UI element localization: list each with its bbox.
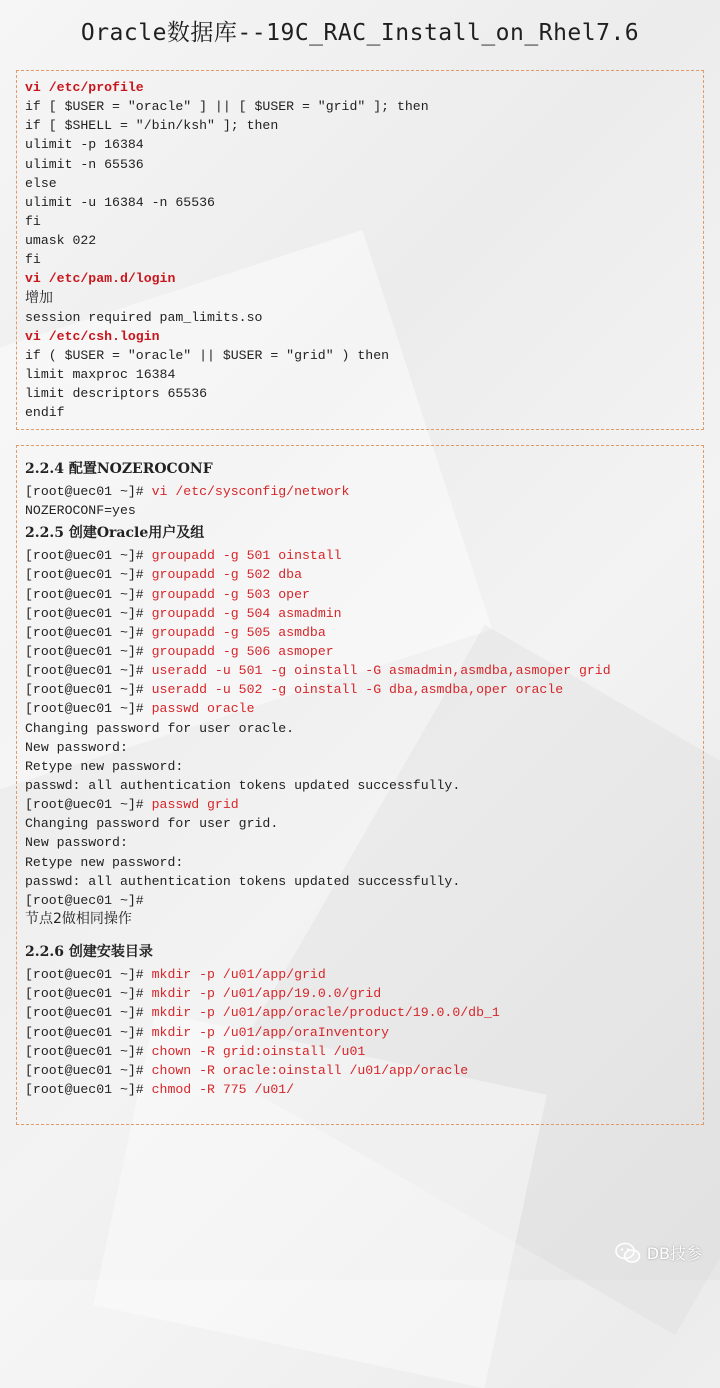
code-block-profile [16, 70, 704, 430]
code-line: 增加 [25, 289, 53, 306]
page-title: Oracle数据库--19C_RAC_Install_on_Rhel7.6 [80, 20, 640, 46]
code-line: limit descriptors 65536 [25, 386, 208, 402]
code-line: if [ $USER = "oracle" ] || [ $USER = "grid" ]; then [25, 99, 429, 115]
command-text: useradd -u 502 -g oinstall -G dba,asmdba,oper oracle [151, 682, 564, 698]
section-heading: 2.2.6 创建安装目录 [25, 944, 153, 961]
shell-prompt: [root@uec01 ~]# [25, 986, 152, 1002]
command-line [25, 642, 695, 661]
command-line [25, 680, 695, 699]
command-line [25, 604, 695, 623]
section-heading: 2.2.5 创建Oracle用户及组 [25, 525, 205, 542]
output-line: Changing password for user oracle. [25, 720, 295, 736]
command-text: chown -R grid:oinstall /u01 [151, 1043, 366, 1059]
shell-prompt: [root@uec01 ~]# [25, 567, 152, 583]
code-line: ulimit -n 65536 [25, 156, 144, 172]
command-text: useradd -u 501 -g oinstall -G asmadmin,asmdba,asmoper grid [151, 663, 611, 679]
shell-prompt: [root@uec01 ~]# [25, 586, 152, 602]
command-line [25, 699, 695, 718]
code-line: fi [25, 213, 41, 229]
shell-prompt: [root@uec01 ~]# [25, 548, 152, 564]
code-line: if [ $SHELL = "/bin/ksh" ]; then [25, 118, 279, 134]
command-line [25, 565, 695, 584]
file-heading: vi /etc/pam.d/login [25, 271, 176, 287]
shell-prompt: [root@uec01 ~]# [25, 682, 152, 698]
command-line [25, 482, 695, 501]
output-line: New password: [25, 739, 128, 755]
shell-prompt: [root@uec01 ~]# [25, 701, 152, 717]
code-block-setup [16, 445, 704, 1125]
output-line: NOZEROCONF=yes [25, 503, 136, 519]
code-line: ulimit -p 16384 [25, 137, 144, 153]
code-line: ulimit -u 16384 -n 65536 [25, 194, 215, 210]
command-text: chmod -R 775 /u01/ [151, 1081, 295, 1097]
shell-prompt: [root@uec01 ~]# [25, 605, 152, 621]
shell-prompt: [root@uec01 ~]# [25, 1062, 152, 1078]
command-line [25, 1061, 695, 1080]
command-line [25, 965, 695, 984]
watermark [615, 1241, 702, 1264]
watermark-label: DB技参 [646, 1244, 702, 1263]
command-line [25, 795, 695, 814]
code-line: if ( $USER = "oracle" || $USER = "grid" ) then [25, 347, 390, 363]
file-heading: vi /etc/csh.login [25, 328, 160, 344]
code-line: umask 022 [25, 233, 97, 249]
code-line: session required pam_limits.so [25, 309, 263, 325]
spacer [25, 929, 695, 939]
output-line: Changing password for user grid. [25, 816, 279, 832]
command-line [25, 1080, 695, 1099]
shell-prompt: [root@uec01 ~]# [25, 797, 152, 813]
command-line [25, 1042, 695, 1061]
output-line: passwd: all authentication tokens updated successfully. [25, 873, 461, 889]
output-line: New password: [25, 835, 128, 851]
command-text: groupadd -g 504 asmadmin [151, 605, 342, 621]
command-text: groupadd -g 505 asmdba [151, 624, 326, 640]
command-text: vi /etc/sysconfig/network [151, 484, 350, 499]
section-heading: 2.2.4 配置NOZEROCONF [25, 461, 213, 477]
command-text: groupadd -g 506 asmoper [151, 643, 334, 659]
output-line: Retype new password: [25, 758, 184, 774]
note-text: 节点2做相同操作 [25, 910, 132, 927]
wechat-icon [615, 1242, 641, 1264]
command-text: mkdir -p /u01/app/oraInventory [151, 1024, 390, 1040]
output-line: [root@uec01 ~]# [25, 892, 144, 908]
code-line: endif [25, 405, 65, 421]
command-text: mkdir -p /u01/app/grid [151, 967, 326, 983]
code-line: else [25, 175, 57, 191]
code-line: limit maxproc 16384 [25, 367, 176, 383]
command-text: passwd oracle [151, 701, 255, 717]
command-line [25, 661, 695, 680]
shell-prompt: [root@uec01 ~]# [25, 1024, 152, 1040]
shell-prompt: [root@uec01 ~]# [25, 1043, 152, 1059]
file-heading: vi /etc/profile [25, 80, 144, 95]
command-line [25, 1023, 695, 1042]
output-line: Retype new password: [25, 854, 184, 870]
command-text: mkdir -p /u01/app/19.0.0/grid [151, 986, 382, 1002]
command-line [25, 585, 695, 604]
shell-prompt: [root@uec01 ~]# [25, 624, 152, 640]
output-line: passwd: all authentication tokens updated successfully. [25, 777, 461, 793]
command-text: passwd grid [151, 797, 239, 813]
command-text: groupadd -g 502 dba [151, 567, 302, 583]
code-line: fi [25, 252, 41, 268]
shell-prompt: [root@uec01 ~]# [25, 1005, 152, 1021]
shell-prompt: [root@uec01 ~]# [25, 1081, 152, 1097]
command-text: chown -R oracle:oinstall /u01/app/oracle [151, 1062, 469, 1078]
shell-prompt: [root@uec01 ~]# [25, 663, 152, 679]
command-line [25, 546, 695, 565]
command-text: mkdir -p /u01/app/oracle/product/19.0.0/db_1 [151, 1005, 500, 1021]
command-line [25, 623, 695, 642]
shell-prompt: [root@uec01 ~]# [25, 967, 152, 983]
shell-prompt: [root@uec01 ~]# [25, 643, 152, 659]
command-text: groupadd -g 503 oper [151, 586, 310, 602]
command-text: groupadd -g 501 oinstall [151, 548, 342, 564]
command-line [25, 984, 695, 1003]
command-line [25, 1003, 695, 1022]
shell-prompt: [root@uec01 ~]# [25, 484, 152, 499]
